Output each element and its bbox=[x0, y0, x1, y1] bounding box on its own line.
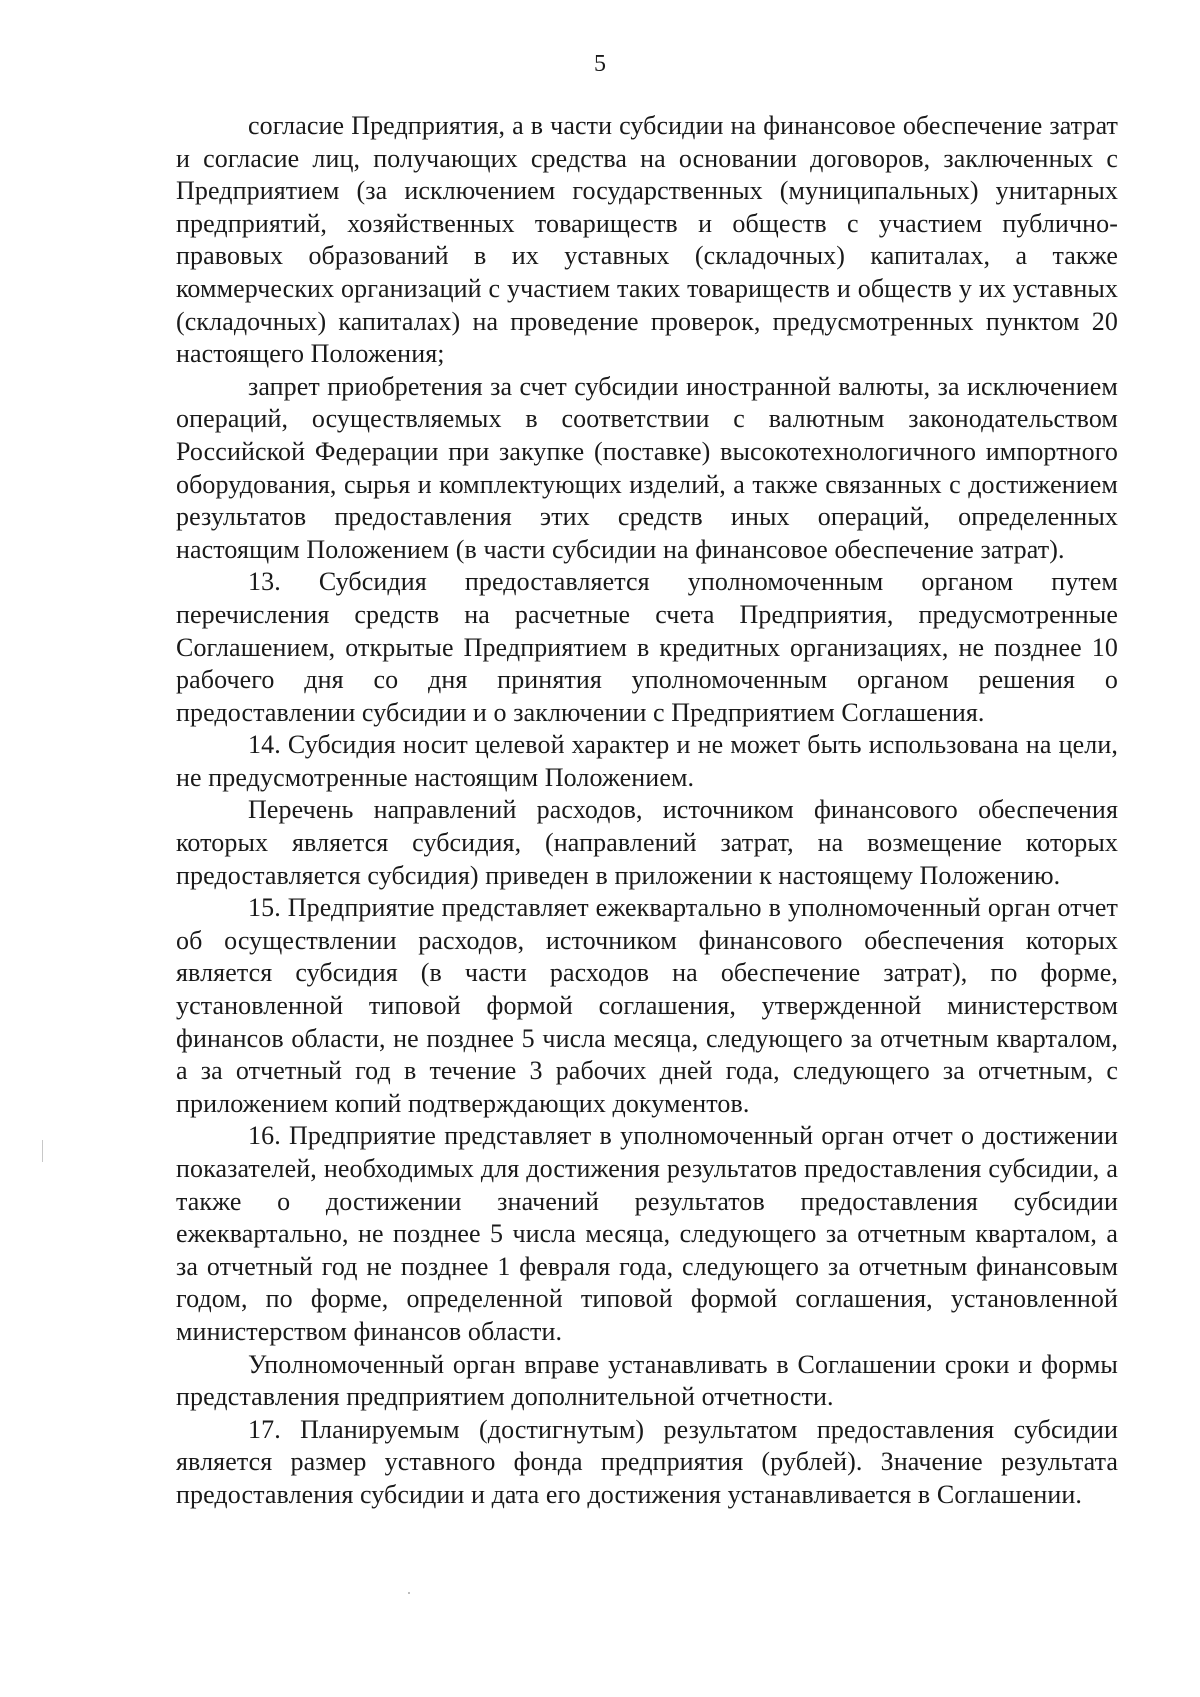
page-number: 5 bbox=[594, 51, 606, 77]
scan-artifact-dot bbox=[408, 1592, 410, 1594]
paragraph-16: 16. Предприятие представляет в уполномоченный орган отчет о достижении показателей, необходимых для достижения результатов предоставления субсидии, а также о достижении значений результатов предоставления субсидии ежеквартально, не позднее 5 числа месяца, следующего за отчетным кварталом, а за отчетный год не позднее 1 февраля года, следующего за отчетным финансовым годом, по форме, определенной типовой формой соглашения, установленной министерством финансов области. bbox=[176, 1121, 1118, 1346]
scan-artifact bbox=[42, 1140, 43, 1162]
paragraph-15: 15. Предприятие представляет ежеквартально в уполномоченный орган отчет об осуществлении расходов, источником финансового обеспечения которых является субсидия (в части расходов на обеспечение затрат), по форме, установленной типовой формой соглашения, утвержденной министерством финансов области, не позднее 5 числа месяца, следующего за отчетным кварталом, а за отчетный год в течение 3 рабочих дней года, следующего за отчетным, с приложением копий подтверждающих документов. bbox=[176, 893, 1118, 1118]
paragraph-additional-reporting: Уполномоченный орган вправе устанавливать в Соглашении сроки и формы представления предприятием дополнительной отчетности. bbox=[176, 1349, 1118, 1412]
document-body bbox=[176, 110, 1118, 1512]
paragraph-consent-continuation: согласие Предприятия, а в части субсидии на финансовое обеспечение затрат и согласие лиц, получающих средства на основании договоров, заключенных с Предприятием (за исключением государственных (муниципальных) унитарных предприятий, хозяйственных товариществ и обществ с участием публично-правовых образований в их уставных (складочных) капиталах, а также коммерческих организаций с участием таких товариществ и обществ у их уставных (складочных) капиталах) на проведение проверок, предусмотренных пунктом 20 настоящего Положения; bbox=[176, 111, 1118, 369]
paragraph-expense-list: Перечень направлений расходов, источником финансового обеспечения которых является субсидия, (направлений затрат, на возмещение которых предоставляется субсидия) приведен в приложении к настоящему Положению. bbox=[176, 795, 1118, 890]
paragraph-currency-ban: запрет приобретения за счет субсидии иностранной валюты, за исключением операций, осуществляемых в соответствии с валютным законодательством Российской Федерации при закупке (поставке) высокотехнологичного импортного оборудования, сырья и комплектующих изделий, а также связанных с достижением результатов предоставления этих средств иных операций, определенных настоящим Положением (в части субсидии на финансовое обеспечение затрат). bbox=[176, 371, 1118, 564]
paragraph-13: 13. Субсидия предоставляется уполномоченным органом путем перечисления средств на расчетные счета Предприятия, предусмотренные Соглашением, открытые Предприятием в кредитных организациях, не позднее 10 рабочего дня со дня принятия уполномоченным органом решения о предоставлении субсидии и о заключении с Предприятием Соглашения. bbox=[176, 567, 1118, 727]
paragraph-14: 14. Субсидия носит целевой характер и не может быть использована на цели, не предусмотренные настоящим Положением. bbox=[176, 730, 1118, 792]
paragraph-17: 17. Планируемым (достигнутым) результатом предоставления субсидии является размер уставного фонда предприятия (рублей). Значение результата предоставления субсидии и дата его достижения устанавливается в Соглашении. bbox=[176, 1414, 1118, 1509]
